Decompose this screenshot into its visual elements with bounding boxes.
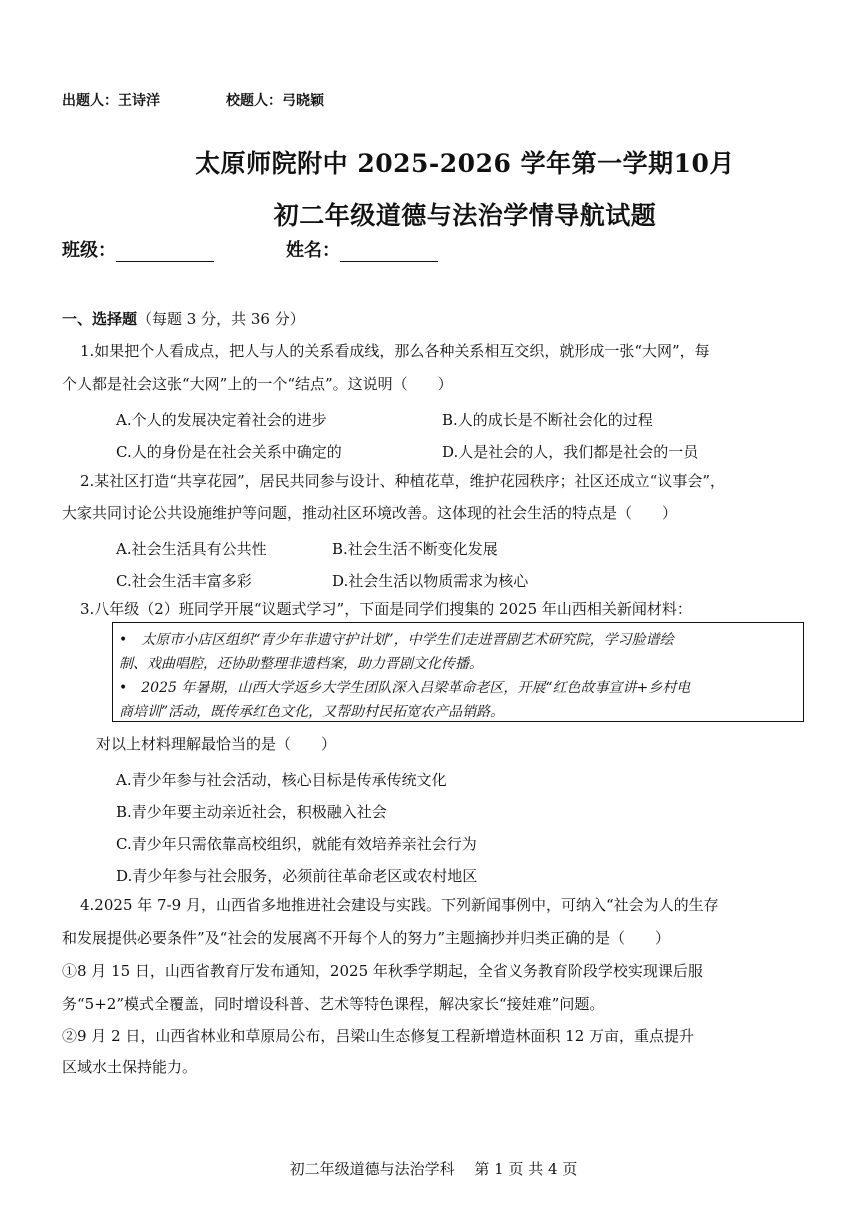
q4-item2-line1: ②9 月 2 日，山西省林业和草原局公布，吕梁山生态修复工程新增造林面积 12 万亩，重点提升 — [62, 1027, 695, 1045]
q2-stem-line1: 2.某社区打造“共享花园”，居民共同参与设计、种植花草，维护花园秩序；社区还成立“议事会”， — [80, 472, 725, 490]
exam-title-line2: 初二年级道德与法治学情导航试题 — [273, 201, 657, 230]
q2-option-b: B.社会生活不断变化发展 — [332, 540, 498, 558]
q3-material-box — [112, 622, 804, 722]
q3-material-line: • 太原市小店区组织“青少年非遗守护计划”，中学生们走进晋剧艺术研究院，学习脸谱绘 — [119, 632, 674, 648]
q4-item1-line2: 务“5+2”模式全覆盖，同时增设科普、艺术等特色课程，解决家长“接娃难”问题。 — [62, 995, 605, 1013]
q3-option-a: A.青少年参与社会活动，核心目标是传承传统文化 — [116, 771, 447, 789]
reviewer-label: 校题人：弓晓颖 — [226, 93, 324, 109]
q3-material-line: 制、戏曲唱腔，还协助整理非遗档案，助力晋剧文化传播。 — [119, 656, 483, 672]
name-blank — [340, 245, 438, 262]
q3-material-line: 商培训”活动，既传承红色文化，又帮助村民拓宽农产品销路。 — [119, 704, 505, 720]
author-label: 出题人：王诗洋 — [62, 93, 160, 109]
q2-option-c: C.社会生活丰富多彩 — [116, 572, 252, 590]
q1-option-c: C.人的身份是在社会关系中确定的 — [116, 443, 342, 461]
q1-option-b: B.人的成长是不断社会化的过程 — [442, 411, 653, 429]
q4-stem-line2: 和发展提供必要条件”及“社会的发展离不开每个人的努力”主题摘抄并归类正确的是（ ） — [62, 929, 671, 947]
q4-item2-line2: 区域水土保持能力。 — [62, 1058, 198, 1076]
q2-option-d: D.社会生活以物质需求为核心 — [332, 572, 529, 590]
q2-option-a: A.社会生活具有公共性 — [116, 540, 267, 558]
page-footer: 初二年级道德与法治学科 第 1 页 共 4 页 — [289, 1160, 578, 1178]
q1-stem-line1: 1.如果把个人看成点，把人与人的关系看成线，那么各种关系相互交织，就形成一张“大网”，每 — [80, 342, 710, 360]
q3-question: 对以上材料理解最恰当的是（ ） — [96, 735, 337, 753]
q1-stem-line2: 个人都是社会这张“大网”上的一个“结点”。这说明（ ） — [62, 375, 453, 393]
class-label: 班级： — [62, 240, 116, 261]
q1-option-a: A.个人的发展决定着社会的进步 — [116, 411, 327, 429]
q4-item1-line1: ①8 月 15 日，山西省教育厅发布通知，2025 年秋季学期起，全省义务教育阶段学校实现课后服 — [62, 962, 703, 980]
class-blank — [116, 245, 214, 262]
q3-stem: 3.八年级（2）班同学开展“议题式学习”，下面是同学们搜集的 2025 年山西相关新闻材料： — [80, 600, 692, 618]
section-heading — [62, 308, 305, 329]
name-field — [286, 236, 438, 262]
exam-title-line1: 太原师院附中 2025-2026 学年第一学期10月 — [195, 149, 735, 178]
section-title: 一、选择题 — [62, 310, 138, 328]
class-field — [62, 236, 214, 262]
q3-option-d: D.青少年参与社会服务，必须前往革命老区或农村地区 — [116, 867, 478, 885]
q3-option-b: B.青少年要主动亲近社会，积极融入社会 — [116, 803, 387, 821]
q3-option-c: C.青少年只需依靠高校组织，就能有效培养亲社会行为 — [116, 835, 477, 853]
q1-option-d: D.人是社会的人，我们都是社会的一员 — [442, 443, 699, 461]
q3-material-line: • 2025 年暑期，山西大学返乡大学生团队深入吕梁革命老区，开展“红色故事宣讲+乡村电 — [119, 680, 691, 696]
q2-stem-line2: 大家共同讨论公共设施维护等问题，推动社区环境改善。这体现的社会生活的特点是（ ） — [62, 504, 678, 522]
section-note: （每题 3 分，共 36 分） — [137, 310, 305, 328]
name-label: 姓名： — [286, 240, 340, 261]
q4-stem-line1: 4.2025 年 7-9 月，山西省多地推进社会建设与实践。下列新闻事例中，可纳入“社会为人的生存 — [80, 896, 719, 914]
